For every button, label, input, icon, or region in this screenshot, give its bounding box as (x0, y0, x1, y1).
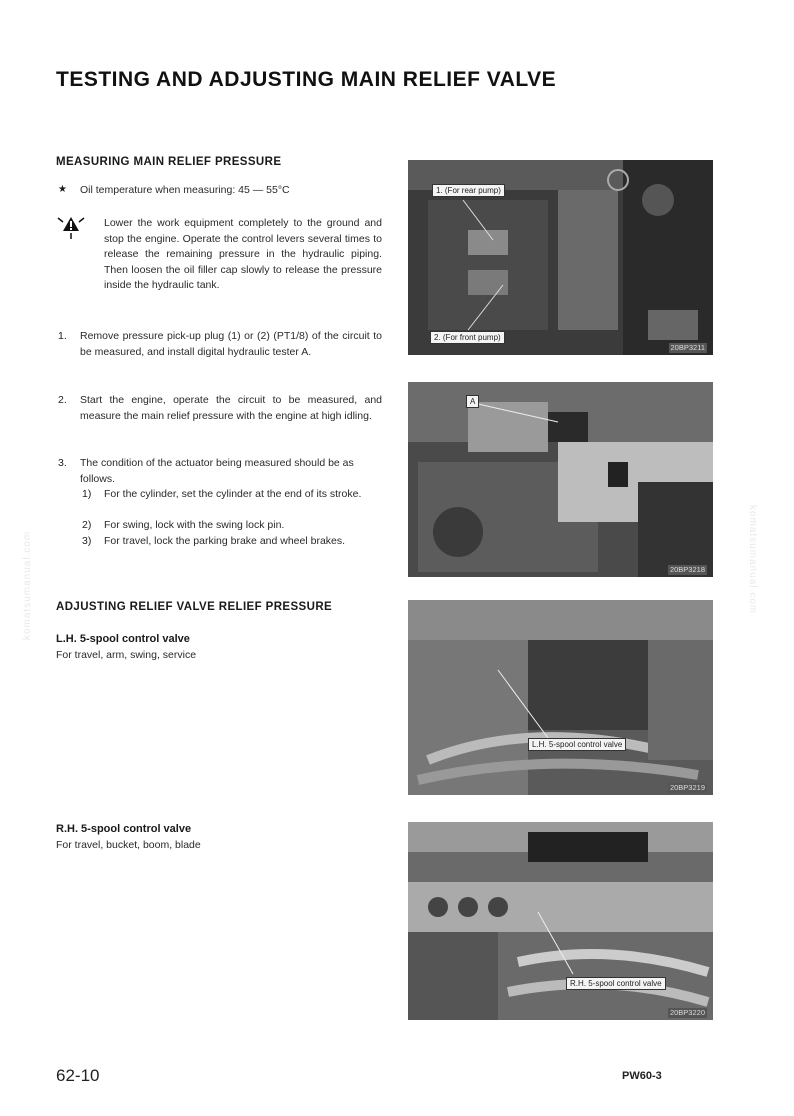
callout-rh-valve: R.H. 5-spool control valve (566, 977, 666, 990)
photo-digital-tester (408, 382, 713, 577)
substep-number: 2) (82, 519, 92, 531)
oil-temperature-note: Oil temperature when measuring: 45 — 55°C (80, 184, 290, 196)
warning-text: Lower the work equipment completely to the ground and stop the engine. Operate the control levers several times to release the remaining pressure in the hydraulic piping. Then loosen the oil filler cap slowly to release the pressure inside the hydraulic tank. (104, 217, 382, 291)
star-icon: ★ (58, 184, 67, 195)
substep-text: For travel, lock the parking brake and wheel brakes. (104, 535, 346, 547)
section-heading-measuring: MEASURING MAIN RELIEF PRESSURE (56, 156, 282, 168)
rh-valve-text: For travel, bucket, boom, blade (56, 839, 201, 851)
model-name: PW60-3 (622, 1070, 662, 1082)
warning-icon (56, 214, 86, 240)
substep-number: 1) (82, 488, 92, 500)
photo-lh-control-valve (408, 600, 713, 795)
page-title: TESTING AND ADJUSTING MAIN RELIEF VALVE (56, 68, 557, 91)
watermark-right: komatsumanual.com (747, 505, 758, 615)
callout-tester-a: A (466, 395, 479, 408)
photo-pressure-plugs (408, 160, 713, 355)
page-number: 62-10 (56, 1066, 100, 1085)
callout-rear-pump: 1. (For rear pump) (432, 184, 505, 197)
step-number: 2. (58, 394, 67, 406)
photo-code: 20BP3220 (669, 1008, 705, 1017)
callout-lh-valve: L.H. 5-spool control valve (528, 738, 626, 751)
substep-text: For the cylinder, set the cylinder at the end of its stroke. (104, 488, 362, 500)
photo-code: 20BP3219 (669, 783, 705, 792)
rh-valve-title: R.H. 5-spool control valve (56, 823, 192, 835)
step-number: 1. (58, 330, 67, 342)
substep-number: 3) (82, 535, 92, 547)
lh-valve-text: For travel, arm, swing, service (56, 649, 197, 661)
step-text: Remove pressure pick-up plug (1) or (2) (PT1/8) of the circuit to be measured, and install digital hydraulic tester A. (80, 330, 382, 358)
substep-text: For swing, lock with the swing lock pin. (104, 519, 285, 531)
callout-front-pump: 2. (For front pump) (430, 331, 505, 344)
watermark-left: komatsumanual.com (22, 530, 33, 640)
photo-code: 20BP3218 (669, 565, 705, 574)
lh-valve-title: L.H. 5-spool control valve (56, 633, 190, 645)
step-number: 3. (58, 457, 67, 469)
photo-code: 20BP3211 (670, 343, 705, 352)
step-text: Start the engine, operate the circuit to be measured, and measure the main relief pressure with the engine at high idling. (80, 394, 382, 422)
step-text: The condition of the actuator being measured should be as follows. (80, 457, 354, 485)
section-heading-adjusting: ADJUSTING RELIEF VALVE RELIEF PRESSURE (56, 601, 333, 613)
photo-rh-control-valve (408, 822, 713, 1020)
